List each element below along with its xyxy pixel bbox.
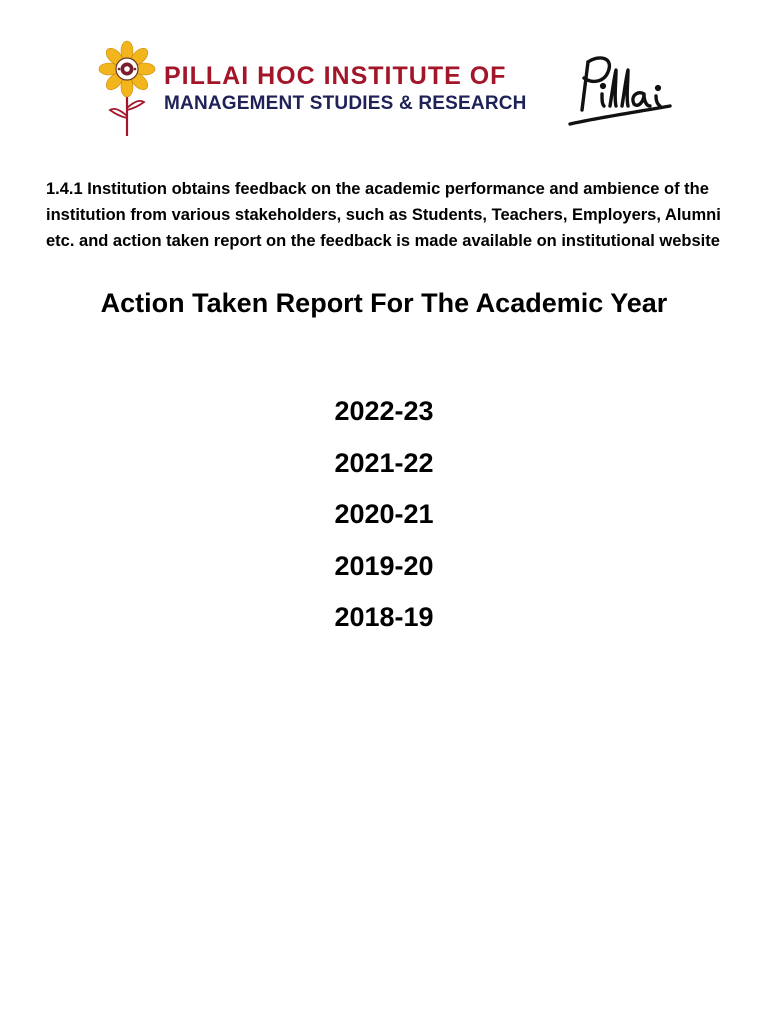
academic-year-item[interactable]: 2020-21 — [334, 499, 434, 529]
header — [92, 40, 682, 138]
institute-name-line1: PILLAI HOC INSTITUTE OF — [164, 62, 507, 90]
academic-year-item[interactable]: 2021-22 — [334, 447, 434, 478]
institute-name-line2: MANAGEMENT STUDIES & RESEARCH — [164, 93, 527, 114]
sunflower-emblem-icon — [94, 40, 160, 138]
academic-year-item[interactable]: 2018-19 — [334, 602, 434, 632]
academic-year-list — [0, 391, 768, 649]
academic-year-item[interactable]: 2019-20 — [334, 550, 434, 581]
criterion-text: 1.4.1 Institution obtains feedback on the academic performance and ambience of the institution from various stakeholders, such as Students, Teachers, Employers, Alumni etc. and action taken report on the feedback is made available on institutional website — [46, 180, 721, 250]
academic-year-item[interactable]: 2022-23 — [334, 396, 434, 426]
pillai-signature-logo — [566, 48, 676, 134]
report-title: Action Taken Report For The Academic Year — [100, 288, 668, 318]
